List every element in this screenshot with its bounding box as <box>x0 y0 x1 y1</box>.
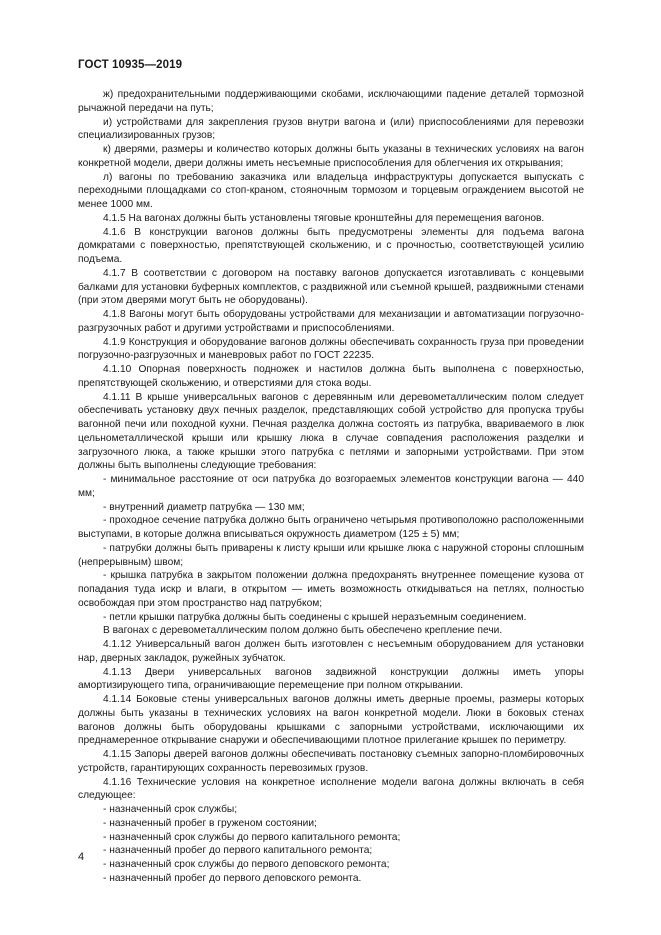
spec-list-item: - назначенный пробег до первого капитального ремонта; <box>103 845 373 857</box>
document-code-header: ГОСТ 10935—2019 <box>78 59 183 71</box>
paragraph-item-k: к) дверями, размеры и количество которых должны быть указаны в технических условиях на вагон конкретной модели, двери должны иметь несъемные приспособления для облегчения их открывания; <box>78 144 584 169</box>
requirement-list-item: - патрубки должны быть приварены к листу крыши или крышке люка с наружной стороны сплошным (непрерывным) швом; <box>78 542 584 568</box>
spec-list-item: - назначенный пробег до первого деповского ремонта. <box>103 872 362 884</box>
spec-list-item: - назначенный срок службы; <box>103 804 238 815</box>
paragraph-item-i: и) устройствами для закрепления грузов внутри вагона и (или) приспособлениями для перевозки специализированных грузов; <box>78 116 584 142</box>
paragraph-item-l: л) вагоны по требованию заказчика или владельца инфраструктуры допускается выпускать с переходными площадками со стоп-краном, стояночным тормозом и торцевым ограждением высотой не менее 1000 мм. <box>78 171 584 210</box>
requirement-list-item: - минимальное расстояние от оси патрубка до возгораемых элементов конструкции вагона — 440 мм; <box>78 474 584 499</box>
clause-4-1-16: 4.1.16 Технические условия на конкретное исполнение модели вагона должны включать в себя следующее: <box>78 776 584 802</box>
requirement-list-item: - петли крышки патрубка должны быть соединены с крышей неразъемным соединением. <box>103 611 527 623</box>
clause-4-1-8: 4.1.8 Вагоны могут быть оборудованы устройствами для механизации и автоматизации погрузочно-разгрузочных работ и другими устройствами и приспособлениями. <box>78 309 584 334</box>
clause-4-1-10: 4.1.10 Опорная поверхность подножек и настилов должна быть выполнена с поверхностью, препятствующей скольжению, и отверстиями для стока воды. <box>78 364 584 389</box>
clause-4-1-5: 4.1.5 На вагонах должны быть установлены тяговые кронштейны для перемещения вагонов. <box>103 212 545 224</box>
clause-4-1-9: 4.1.9 Конструкция и оборудование вагонов должны обеспечивать сохранность груза при проведении погрузочно-разгрузочных и маневровых работ по ГОСТ 22235. <box>78 336 584 362</box>
requirement-list-item: - крышка патрубка в закрытом положении должна предохранять внутреннее помещение кузова от попадания туда искр и влаги, в открытом — иметь возможность откидываться на петлях, полностью освобождая при этом пространство над патрубком; <box>78 570 584 609</box>
clause-4-1-13: 4.1.13 Двери универсальных вагонов задвижной конструкции должны иметь упоры амортизирующего типа, ограничивающие перемещение при полном открывании. <box>78 666 584 692</box>
requirement-list-item: - проходное сечение патрубка должно быть ограничено четырьмя противоположно расположенными выступами, в которые должна вписываться окружность диаметром (125 ± 5) мм; <box>78 515 584 540</box>
stove-mounting-note: В вагонах с деревометаллическим полом должно быть обеспечено крепление печи. <box>103 625 503 637</box>
clause-4-1-7: 4.1.7 В соответствии с договором на поставку вагонов допускается изготавливать с концевыми балками для установки буферных комплектов, с раздвижной или съемной крышей, раздвижными стенами (при этом дверями могут быть не оборудованы). <box>78 267 584 307</box>
page-number: 4 <box>78 851 85 863</box>
document-body <box>78 88 584 886</box>
requirement-list-item: - внутренний диаметр патрубка — 130 мм; <box>103 501 305 513</box>
spec-list-item: - назначенный срок службы до первого капитального ремонта; <box>103 831 401 843</box>
clause-4-1-15: 4.1.15 Запоры дверей вагонов должны обеспечивать постановку съемных запорно-пломбировочных устройств, гарантирующих сохранность перевозимых грузов. <box>78 749 584 774</box>
paragraph-item-zh: ж) предохранительными поддерживающими скобами, исключающими падение деталей тормозной рычажной передачи на путь; <box>78 89 584 114</box>
clause-4-1-14: 4.1.14 Боковые стены универсальных вагонов должны иметь дверные проемы, размеры которых должны быть указаны в технических условиях на вагон конкретной модели. Люки в боковых стенах вагонов должны быть оборудованы крышками с запорными устройствами, исключающими их преднамеренное открывание снаружи и обеспечивающими плотное прилегание крышек по периметру. <box>78 694 584 747</box>
spec-list-item: - назначенный пробег в груженом состоянии; <box>103 817 317 829</box>
spec-list-item: - назначенный срок службы до первого деповского ремонта; <box>103 859 390 870</box>
clause-4-1-6: 4.1.6 В конструкции вагонов должны быть предусмотрены элементы для подъема вагона домкратами с поверхностью, препятствующей скольжению, и с прочностью, соответствующей усилию подъема. <box>78 226 584 265</box>
clause-4-1-12: 4.1.12 Универсальный вагон должен быть изготовлен с несъемным оборудованием для установки нар, дверных закладок, ружейных зубчаток. <box>78 639 584 664</box>
clause-4-1-11: 4.1.11 В крыше универсальных вагонов с деревянным или деревометаллическим полом следует обеспечивать установку двух печных разделок, представляющих собой устройство для пропуска трубы вагонной печи или походной кухни. Печная разделка должна состоять из патрубка, ввариваемого в люк цельнометаллической крыши или крышку люка в случае совпадения расположения разделки и загрузочного люка, а также крышки этого патрубка с петлями и запорными устройствами. При этом должны быть выполнены следующие требования: <box>78 391 584 472</box>
